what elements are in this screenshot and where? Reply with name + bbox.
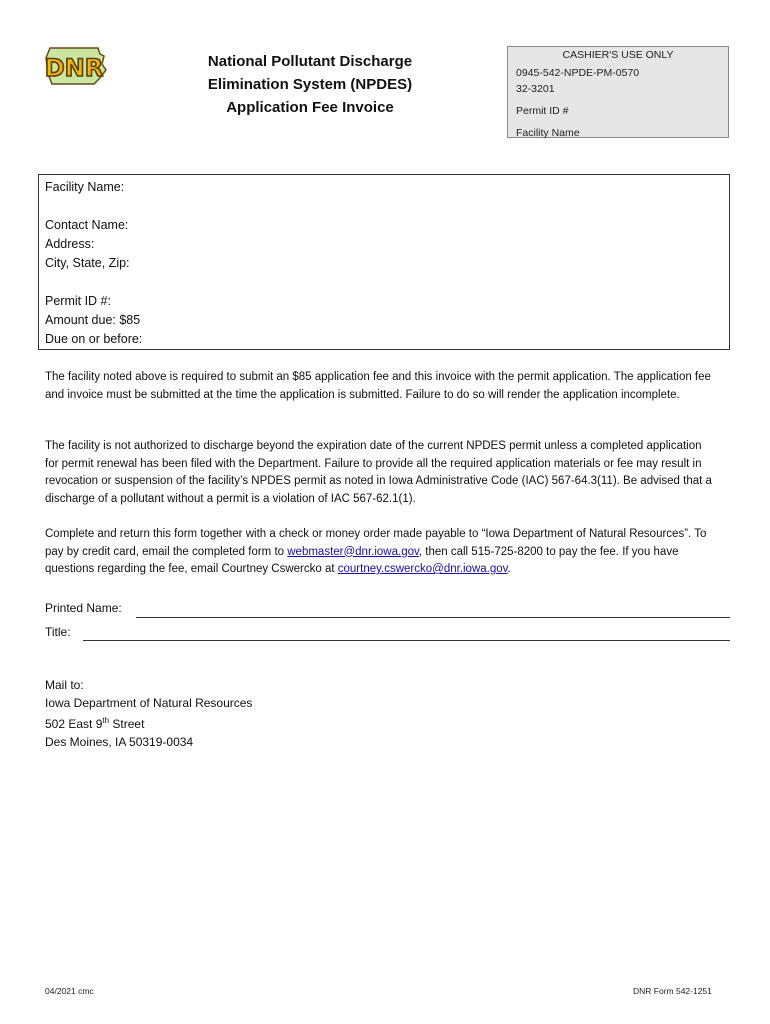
cashier-facility-label: Facility Name	[516, 127, 580, 139]
printed-name-label: Printed Name:	[45, 601, 122, 615]
title-line-2: Elimination System (NPDES)	[207, 76, 413, 93]
facility-name-label: Facility Name:	[45, 180, 125, 194]
title-field[interactable]	[83, 640, 730, 641]
due-date-label: Due on or before:	[45, 332, 143, 346]
permit-id-label: Permit ID #:	[45, 294, 111, 308]
payment-text-3: .	[507, 563, 511, 575]
cashier-code-1: 0945-542-NPDE-PM-0570	[516, 67, 640, 79]
paragraph-fee-requirement: The facility noted above is required to submit an $85 application fee and this invoice with the permit application. The application fee and invoice must be submitted at the time the application is submitted. Failure to do so will render the application incomplete.	[45, 371, 711, 401]
webmaster-email-link[interactable]: webmaster@dnr.iowa.gov	[287, 545, 419, 558]
cashier-use-box	[507, 46, 729, 138]
city-state-zip-label: City, State, Zip:	[45, 256, 130, 270]
mailing-address	[45, 676, 252, 751]
cashier-code-2: 32-3201	[516, 83, 555, 95]
printed-name-field[interactable]	[136, 617, 730, 618]
cashier-heading: CASHIER'S USE ONLY	[562, 49, 674, 61]
footer-revision: 04/2021 cmc	[45, 986, 94, 996]
dnr-logo-graphic	[42, 44, 108, 88]
facility-info-box	[38, 174, 730, 350]
footer-form-number: DNR Form 542-1251	[633, 986, 712, 996]
mail-to-label: Mail to:	[45, 678, 84, 692]
address-label: Address:	[45, 237, 95, 251]
document-title	[165, 50, 455, 119]
paragraph-payment-instructions	[45, 526, 715, 579]
contact-name-label: Contact Name:	[45, 218, 129, 232]
title-label: Title:	[45, 625, 71, 639]
paragraph-authorization: The facility is not authorized to discharge beyond the expiration date of the current NPDES permit unless a completed application for permit renewal has been filed with the Department. Failure to provide all the required application materials or fee may result in revocation or suspension of the facility’s NPDES permit as noted in Iowa Administrative Code (IAC) 567-64.3(11). Be advised that a discharge of a pollutant without a permit is a violation of IAC 567-62.1(1).	[45, 440, 712, 505]
title-line-1: National Pollutant Discharge	[207, 53, 413, 70]
payment-text-1: Complete and return this form together with a check or money order made payable to “Iowa Department of Natural Resources”. To pay by credit card, email the completed form to	[45, 528, 707, 558]
payment-text-2: , then call 515-725-8200 to pay the fee. If you have questions regarding the fee, email Courtney Cswercko at	[45, 545, 679, 575]
logo-text: DNR	[44, 54, 104, 82]
title-line-3: Application Fee Invoice	[226, 99, 394, 116]
dnr-logo	[42, 44, 108, 88]
cashier-permit-label: Permit ID #	[516, 105, 569, 117]
amount-due-label: Amount due: $85	[45, 313, 141, 327]
mail-city: Des Moines, IA 50319-0034	[45, 735, 194, 749]
mail-street: 502 East 9th Street	[45, 716, 145, 731]
courtney-email-link[interactable]: courtney.cswercko@dnr.iowa.gov	[337, 563, 508, 575]
mail-org: Iowa Department of Natural Resources	[45, 696, 253, 710]
